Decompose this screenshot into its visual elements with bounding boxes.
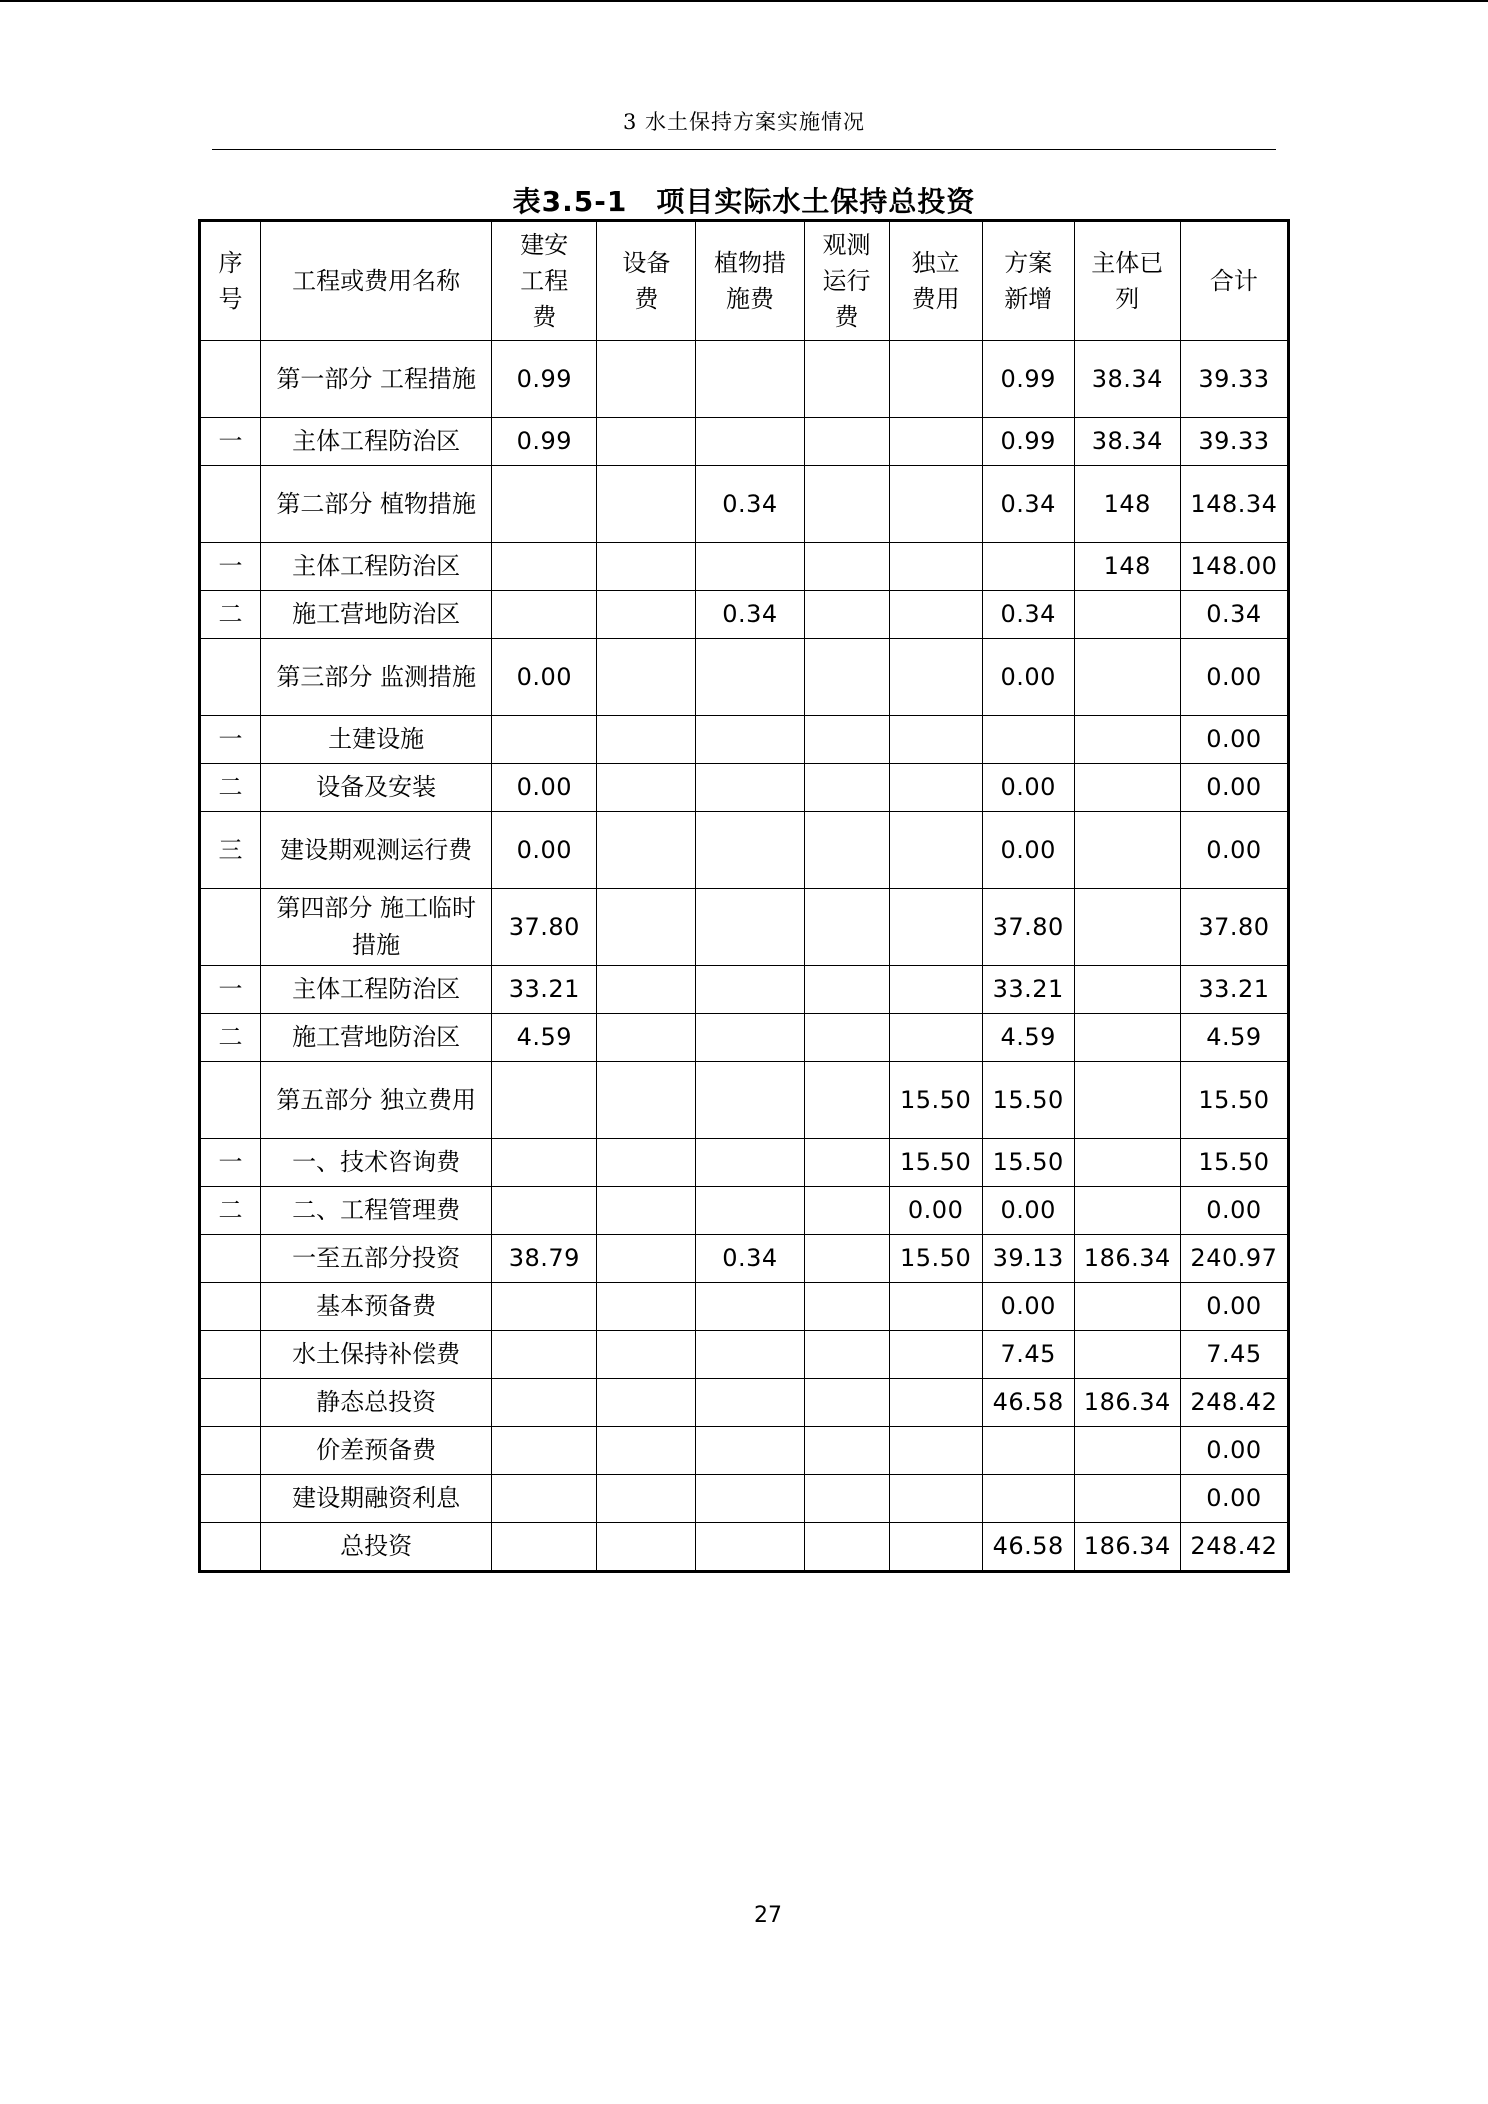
cell-new xyxy=(982,716,1074,764)
table-row xyxy=(200,341,1289,418)
cell-plant xyxy=(696,966,804,1014)
cell-total: 0.00 xyxy=(1180,716,1288,764)
cell-equipment xyxy=(597,639,696,716)
cell-construction: 0.00 xyxy=(492,812,597,889)
page-number: 27 xyxy=(754,1903,782,1928)
cell-construction: 4.59 xyxy=(492,1014,597,1062)
cell-monitoring xyxy=(804,341,889,418)
cell-equipment xyxy=(597,1062,696,1139)
row-index xyxy=(200,1523,261,1572)
cell-equipment xyxy=(597,341,696,418)
cell-plant xyxy=(696,1331,804,1379)
row-index: 一 xyxy=(200,543,261,591)
cell-existing: 186.34 xyxy=(1074,1235,1180,1283)
row-name: 静态总投资 xyxy=(261,1379,492,1427)
cell-total: 37.80 xyxy=(1180,889,1288,966)
cell-plant xyxy=(696,1379,804,1427)
row-name: 价差预备费 xyxy=(261,1427,492,1475)
cell-existing xyxy=(1074,1062,1180,1139)
col-header-construction: 建安工程费 xyxy=(492,221,597,341)
cell-new xyxy=(982,1427,1074,1475)
cell-independent xyxy=(889,639,982,716)
cell-equipment xyxy=(597,1379,696,1427)
cell-new: 0.99 xyxy=(982,341,1074,418)
cell-equipment xyxy=(597,716,696,764)
cell-equipment xyxy=(597,1235,696,1283)
cell-independent xyxy=(889,1475,982,1523)
cell-new: 0.34 xyxy=(982,466,1074,543)
page-top-border xyxy=(0,0,1488,2)
row-index xyxy=(200,1427,261,1475)
row-name: 第三部分 监测措施 xyxy=(261,639,492,716)
cell-plant xyxy=(696,1523,804,1572)
row-index: 二 xyxy=(200,591,261,639)
row-name: 二、工程管理费 xyxy=(261,1187,492,1235)
row-index: 三 xyxy=(200,812,261,889)
cell-independent xyxy=(889,341,982,418)
cell-equipment xyxy=(597,543,696,591)
table-row xyxy=(200,1187,1289,1235)
cell-construction xyxy=(492,1062,597,1139)
cell-plant xyxy=(696,1187,804,1235)
cell-plant xyxy=(696,1283,804,1331)
cell-total: 15.50 xyxy=(1180,1062,1288,1139)
cell-plant xyxy=(696,1139,804,1187)
cell-monitoring xyxy=(804,1014,889,1062)
row-index xyxy=(200,1475,261,1523)
cell-independent: 15.50 xyxy=(889,1062,982,1139)
cell-plant xyxy=(696,889,804,966)
cell-new xyxy=(982,543,1074,591)
cell-total: 33.21 xyxy=(1180,966,1288,1014)
cell-existing xyxy=(1074,639,1180,716)
col-header-monitoring: 观测运行费 xyxy=(804,221,889,341)
cell-monitoring xyxy=(804,1235,889,1283)
col-header-equipment: 设备费 xyxy=(597,221,696,341)
cell-plant xyxy=(696,341,804,418)
cell-existing: 186.34 xyxy=(1074,1379,1180,1427)
cell-independent xyxy=(889,1331,982,1379)
cell-new: 46.58 xyxy=(982,1379,1074,1427)
cell-total: 4.59 xyxy=(1180,1014,1288,1062)
cell-construction xyxy=(492,1139,597,1187)
cell-independent xyxy=(889,764,982,812)
cell-independent: 15.50 xyxy=(889,1235,982,1283)
cell-independent xyxy=(889,1283,982,1331)
cell-total: 0.34 xyxy=(1180,591,1288,639)
cell-equipment xyxy=(597,1475,696,1523)
cell-total: 39.33 xyxy=(1180,341,1288,418)
table-row xyxy=(200,1427,1289,1475)
cell-new: 7.45 xyxy=(982,1331,1074,1379)
col-header-existing: 主体已列 xyxy=(1074,221,1180,341)
cell-equipment xyxy=(597,591,696,639)
cell-construction xyxy=(492,1475,597,1523)
row-index: 二 xyxy=(200,1187,261,1235)
cell-total: 240.97 xyxy=(1180,1235,1288,1283)
cell-plant: 0.34 xyxy=(696,591,804,639)
cell-construction xyxy=(492,466,597,543)
col-header-total: 合计 xyxy=(1180,221,1288,341)
cell-existing xyxy=(1074,889,1180,966)
table-row xyxy=(200,543,1289,591)
cell-new: 46.58 xyxy=(982,1523,1074,1572)
cell-total: 0.00 xyxy=(1180,812,1288,889)
cell-equipment xyxy=(597,466,696,543)
cell-independent xyxy=(889,418,982,466)
cell-monitoring xyxy=(804,889,889,966)
table-title: 表3.5-1 项目实际水土保持总投资 xyxy=(512,185,976,218)
row-name: 一至五部分投资 xyxy=(261,1235,492,1283)
cell-new: 0.00 xyxy=(982,1283,1074,1331)
row-name: 施工营地防治区 xyxy=(261,591,492,639)
cell-new: 0.00 xyxy=(982,1187,1074,1235)
cell-equipment xyxy=(597,1427,696,1475)
cell-construction: 0.99 xyxy=(492,341,597,418)
running-header: 3 水土保持方案实施情况 xyxy=(622,110,866,134)
cell-independent xyxy=(889,812,982,889)
cell-equipment xyxy=(597,764,696,812)
cell-existing xyxy=(1074,1139,1180,1187)
cell-existing: 186.34 xyxy=(1074,1523,1180,1572)
cell-equipment xyxy=(597,1283,696,1331)
row-name: 第一部分 工程措施 xyxy=(261,341,492,418)
cell-independent xyxy=(889,1427,982,1475)
table-body xyxy=(200,341,1289,1572)
cell-equipment xyxy=(597,418,696,466)
col-header-new: 方案新增 xyxy=(982,221,1074,341)
table-row xyxy=(200,639,1289,716)
table-row xyxy=(200,591,1289,639)
row-index xyxy=(200,1235,261,1283)
cell-monitoring xyxy=(804,1139,889,1187)
cell-equipment xyxy=(597,966,696,1014)
cell-construction xyxy=(492,1187,597,1235)
cell-total: 15.50 xyxy=(1180,1139,1288,1187)
cell-construction xyxy=(492,1523,597,1572)
cell-new: 39.13 xyxy=(982,1235,1074,1283)
table-row xyxy=(200,1062,1289,1139)
table-row xyxy=(200,716,1289,764)
cell-plant xyxy=(696,764,804,812)
cell-monitoring xyxy=(804,966,889,1014)
table-row xyxy=(200,1475,1289,1523)
row-name: 基本预备费 xyxy=(261,1283,492,1331)
row-name: 主体工程防治区 xyxy=(261,966,492,1014)
cell-monitoring xyxy=(804,1523,889,1572)
cell-new: 37.80 xyxy=(982,889,1074,966)
header-rule xyxy=(212,149,1276,150)
table-row xyxy=(200,418,1289,466)
row-index: 一 xyxy=(200,418,261,466)
row-index xyxy=(200,889,261,966)
table-row xyxy=(200,812,1289,889)
cell-total: 0.00 xyxy=(1180,639,1288,716)
table-row xyxy=(200,466,1289,543)
row-index: 一 xyxy=(200,1139,261,1187)
table-row xyxy=(200,1014,1289,1062)
row-name: 第二部分 植物措施 xyxy=(261,466,492,543)
cell-total: 39.33 xyxy=(1180,418,1288,466)
table-header-row xyxy=(200,221,1289,341)
table-row xyxy=(200,764,1289,812)
cell-existing xyxy=(1074,1283,1180,1331)
cell-plant xyxy=(696,716,804,764)
cell-existing xyxy=(1074,1427,1180,1475)
investment-table xyxy=(198,219,1290,1573)
row-name: 一、技术咨询费 xyxy=(261,1139,492,1187)
cell-total: 148.00 xyxy=(1180,543,1288,591)
cell-independent xyxy=(889,466,982,543)
cell-monitoring xyxy=(804,543,889,591)
cell-construction xyxy=(492,1331,597,1379)
cell-new: 33.21 xyxy=(982,966,1074,1014)
cell-new: 15.50 xyxy=(982,1062,1074,1139)
cell-new: 0.34 xyxy=(982,591,1074,639)
cell-independent xyxy=(889,543,982,591)
cell-monitoring xyxy=(804,1062,889,1139)
cell-monitoring xyxy=(804,466,889,543)
cell-new: 0.00 xyxy=(982,639,1074,716)
cell-construction: 0.99 xyxy=(492,418,597,466)
cell-total: 248.42 xyxy=(1180,1379,1288,1427)
row-index: 二 xyxy=(200,764,261,812)
row-name: 总投资 xyxy=(261,1523,492,1572)
cell-independent xyxy=(889,1379,982,1427)
col-header-plant: 植物措施费 xyxy=(696,221,804,341)
cell-total: 248.42 xyxy=(1180,1523,1288,1572)
cell-monitoring xyxy=(804,716,889,764)
cell-monitoring xyxy=(804,1283,889,1331)
cell-monitoring xyxy=(804,764,889,812)
cell-equipment xyxy=(597,1187,696,1235)
cell-existing xyxy=(1074,1331,1180,1379)
row-index xyxy=(200,341,261,418)
row-index xyxy=(200,1283,261,1331)
cell-existing: 148 xyxy=(1074,543,1180,591)
cell-new: 4.59 xyxy=(982,1014,1074,1062)
cell-existing xyxy=(1074,812,1180,889)
row-index xyxy=(200,1379,261,1427)
row-index xyxy=(200,1062,261,1139)
cell-existing xyxy=(1074,1475,1180,1523)
cell-construction xyxy=(492,1283,597,1331)
table-row xyxy=(200,1235,1289,1283)
cell-plant xyxy=(696,812,804,889)
cell-monitoring xyxy=(804,1379,889,1427)
cell-construction xyxy=(492,543,597,591)
row-name: 设备及安装 xyxy=(261,764,492,812)
cell-monitoring xyxy=(804,418,889,466)
row-index: 二 xyxy=(200,1014,261,1062)
col-header-index: 序号 xyxy=(200,221,261,341)
table-row xyxy=(200,1283,1289,1331)
cell-new: 0.99 xyxy=(982,418,1074,466)
cell-plant xyxy=(696,418,804,466)
cell-equipment xyxy=(597,1014,696,1062)
cell-construction xyxy=(492,591,597,639)
cell-monitoring xyxy=(804,639,889,716)
cell-independent xyxy=(889,1014,982,1062)
cell-existing xyxy=(1074,966,1180,1014)
cell-monitoring xyxy=(804,1187,889,1235)
cell-independent: 15.50 xyxy=(889,1139,982,1187)
cell-existing: 38.34 xyxy=(1074,341,1180,418)
cell-total: 0.00 xyxy=(1180,1187,1288,1235)
row-index: 一 xyxy=(200,966,261,1014)
cell-plant xyxy=(696,1014,804,1062)
cell-monitoring xyxy=(804,1331,889,1379)
cell-total: 7.45 xyxy=(1180,1331,1288,1379)
row-name: 第四部分 施工临时措施 xyxy=(261,889,492,966)
cell-total: 148.34 xyxy=(1180,466,1288,543)
row-name: 第五部分 独立费用 xyxy=(261,1062,492,1139)
table-row xyxy=(200,1139,1289,1187)
row-index xyxy=(200,466,261,543)
table-row xyxy=(200,1379,1289,1427)
cell-independent: 0.00 xyxy=(889,1187,982,1235)
cell-independent xyxy=(889,1523,982,1572)
cell-construction: 37.80 xyxy=(492,889,597,966)
cell-independent xyxy=(889,966,982,1014)
cell-plant xyxy=(696,1475,804,1523)
cell-construction xyxy=(492,1379,597,1427)
col-header-independent: 独立费用 xyxy=(889,221,982,341)
cell-plant xyxy=(696,1062,804,1139)
cell-monitoring xyxy=(804,591,889,639)
cell-plant xyxy=(696,543,804,591)
table-row xyxy=(200,1331,1289,1379)
cell-new xyxy=(982,1475,1074,1523)
cell-plant: 0.34 xyxy=(696,1235,804,1283)
row-index xyxy=(200,1331,261,1379)
cell-plant xyxy=(696,1427,804,1475)
table-row xyxy=(200,1523,1289,1572)
cell-total: 0.00 xyxy=(1180,1283,1288,1331)
cell-equipment xyxy=(597,1139,696,1187)
row-name: 建设期融资利息 xyxy=(261,1475,492,1523)
cell-construction xyxy=(492,1427,597,1475)
cell-independent xyxy=(889,591,982,639)
cell-plant xyxy=(696,639,804,716)
cell-existing xyxy=(1074,591,1180,639)
cell-construction: 0.00 xyxy=(492,764,597,812)
cell-equipment xyxy=(597,1331,696,1379)
cell-construction: 0.00 xyxy=(492,639,597,716)
table-row xyxy=(200,889,1289,966)
row-name: 主体工程防治区 xyxy=(261,418,492,466)
row-name: 土建设施 xyxy=(261,716,492,764)
cell-monitoring xyxy=(804,1427,889,1475)
cell-total: 0.00 xyxy=(1180,1427,1288,1475)
cell-construction xyxy=(492,716,597,764)
cell-new: 0.00 xyxy=(982,764,1074,812)
cell-existing: 148 xyxy=(1074,466,1180,543)
cell-equipment xyxy=(597,889,696,966)
cell-equipment xyxy=(597,812,696,889)
cell-existing xyxy=(1074,764,1180,812)
cell-new: 0.00 xyxy=(982,812,1074,889)
cell-construction: 33.21 xyxy=(492,966,597,1014)
cell-plant: 0.34 xyxy=(696,466,804,543)
cell-existing xyxy=(1074,1014,1180,1062)
col-header-name: 工程或费用名称 xyxy=(261,221,492,341)
cell-existing xyxy=(1074,716,1180,764)
cell-existing: 38.34 xyxy=(1074,418,1180,466)
row-name: 水土保持补偿费 xyxy=(261,1331,492,1379)
cell-construction: 38.79 xyxy=(492,1235,597,1283)
cell-existing xyxy=(1074,1187,1180,1235)
cell-monitoring xyxy=(804,812,889,889)
table-row xyxy=(200,966,1289,1014)
cell-monitoring xyxy=(804,1475,889,1523)
row-name: 建设期观测运行费 xyxy=(261,812,492,889)
row-index: 一 xyxy=(200,716,261,764)
cell-independent xyxy=(889,889,982,966)
row-name: 施工营地防治区 xyxy=(261,1014,492,1062)
cell-independent xyxy=(889,716,982,764)
cell-total: 0.00 xyxy=(1180,1475,1288,1523)
cell-new: 15.50 xyxy=(982,1139,1074,1187)
cell-total: 0.00 xyxy=(1180,764,1288,812)
row-index xyxy=(200,639,261,716)
cell-equipment xyxy=(597,1523,696,1572)
row-name: 主体工程防治区 xyxy=(261,543,492,591)
